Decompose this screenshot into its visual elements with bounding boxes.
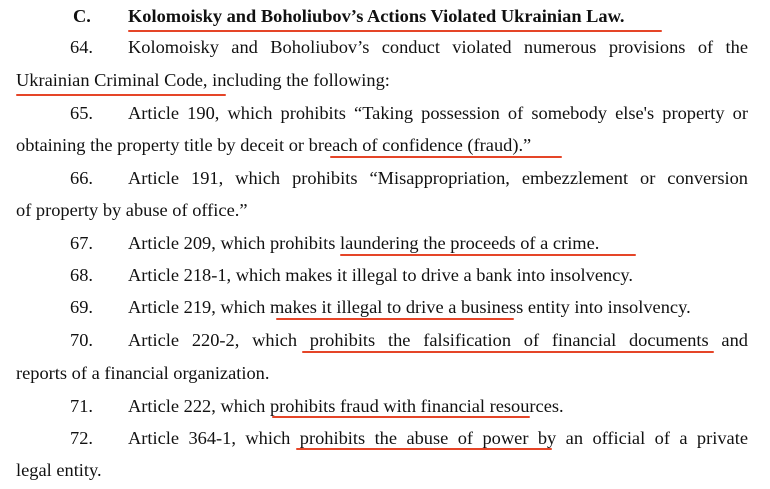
paragraph-66-continuation: of property by abuse of office.” xyxy=(16,200,248,220)
underline-abuse-of-power xyxy=(296,448,552,450)
underline-heading xyxy=(128,30,662,32)
paragraph-text: Kolomoisky and Boholiubov’s conduct violated numerous provisions of the xyxy=(128,37,748,57)
paragraph-number: 71. xyxy=(70,396,93,416)
paragraph-text: Article 209, which prohibits laundering the proceeds of a crime. xyxy=(128,233,600,253)
paragraph-text: Article 220-2, which prohibits the falsification of financial documents and xyxy=(128,330,748,350)
paragraph-text: Article 219, which makes it illegal to drive a business entity into insolvency. xyxy=(128,297,691,317)
paragraph-number: 65. xyxy=(70,103,93,123)
paragraph-text: Article 222, which prohibits fraud with financial resources. xyxy=(128,396,564,416)
paragraph-72-continuation: legal entity. xyxy=(16,460,102,480)
paragraph-text: Article 191, which prohibits “Misappropriation, embezzlement or conversion xyxy=(128,168,748,188)
underline-make-illegal xyxy=(276,318,514,320)
underline-breach-of-confidence xyxy=(330,156,562,158)
paragraph-64-continuation: Ukrainian Criminal Code, including the following: xyxy=(16,70,390,90)
underline-criminal-code xyxy=(16,94,226,96)
section-title: Kolomoisky and Boholiubov’s Actions Violated Ukrainian Law. xyxy=(128,6,625,26)
paragraph-number: 70. xyxy=(70,330,93,350)
underline-falsification xyxy=(302,351,714,353)
paragraph-number: 68. xyxy=(70,265,93,285)
section-letter: C. xyxy=(73,6,91,26)
paragraph-text: Article 218-1, which makes it illegal to drive a bank into insolvency. xyxy=(128,265,633,285)
paragraph-text: Article 364-1, which prohibits the abuse of power by an official of a private xyxy=(128,428,748,448)
paragraph-text: Article 190, which prohibits “Taking possession of somebody else's property or xyxy=(128,103,748,123)
underline-laundering xyxy=(340,254,636,256)
paragraph-number: 72. xyxy=(70,428,93,448)
paragraph-number: 64. xyxy=(70,37,93,57)
paragraph-number: 67. xyxy=(70,233,93,253)
paragraph-65-continuation: obtaining the property title by deceit or breach of confidence (fraud).” xyxy=(16,135,532,155)
underline-financial-resources xyxy=(272,416,530,418)
paragraph-number: 66. xyxy=(70,168,93,188)
paragraph-70-continuation: reports of a financial organization. xyxy=(16,363,270,383)
paragraph-number: 69. xyxy=(70,297,93,317)
